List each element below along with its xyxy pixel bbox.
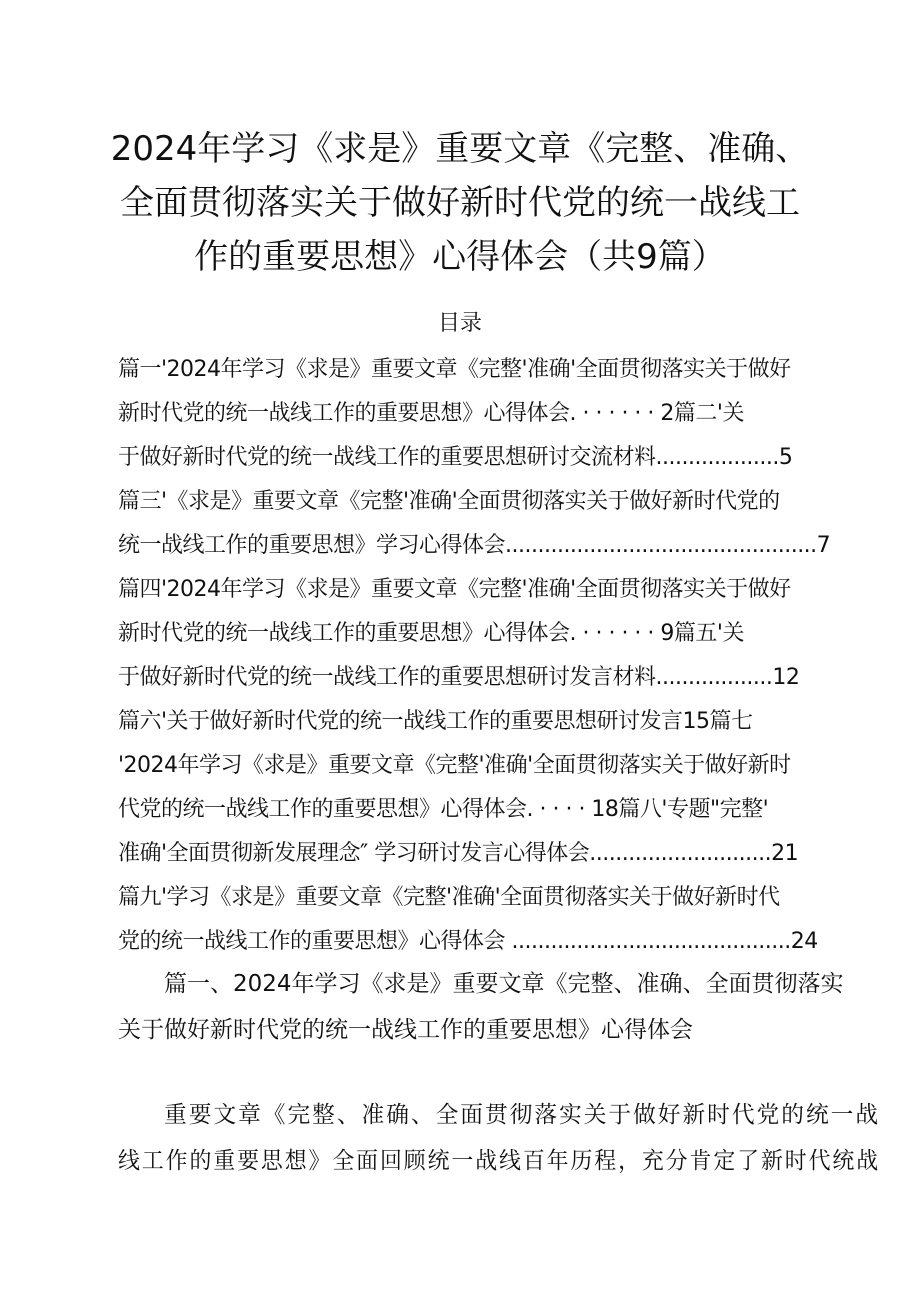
- toc-line: 篇三'《求是》重要文章《完整'准确'全面贯彻落实关于做好新时代党的: [118, 489, 780, 514]
- toc-line: 篇六'关于做好新时代党的统一战线工作的重要思想研讨发言15篇七: [118, 709, 753, 734]
- toc-line: 篇四'2024年学习《求是》重要文章《完整'准确'全面贯彻落实关于做好: [118, 577, 791, 602]
- toc-line: 于做好新时代党的统一战线工作的重要思想研讨交流材料...................5: [118, 445, 793, 470]
- toc-line: 新时代党的统一战线工作的重要思想》心得体会. · · · · · · 2篇二'关: [118, 401, 744, 426]
- toc-line: 统一战线工作的重要思想》学习心得体会................................................7: [118, 533, 831, 558]
- document-title-line-2: 全面贯彻落实关于做好新时代党的统一战线工: [120, 183, 800, 223]
- toc-heading: 目录: [437, 311, 482, 336]
- toc-line: '2024年学习《求是》重要文章《完整'准确'全面贯彻落实关于做好新时: [118, 753, 791, 778]
- toc-line: 篇一'2024年学习《求是》重要文章《完整'准确'全面贯彻落实关于做好: [118, 357, 791, 382]
- section-heading-line-1: 篇一、2024年学习《求是》重要文章《完整、准确、全面贯彻落实: [164, 971, 844, 997]
- document-title-line-3: 作的重要思想》心得体会（共9篇）: [194, 237, 726, 277]
- toc-line: 新时代党的统一战线工作的重要思想》心得体会. · · · · · · 9篇五'关: [118, 621, 744, 646]
- toc-line: 党的统一战线工作的重要思想》心得体会 ...........................................24: [118, 929, 818, 954]
- body-paragraph-line-1: 重要文章《完整、准确、全面贯彻落实关于做好新时代党的统一战: [164, 1102, 881, 1128]
- document-title-line-1: 2024年学习《求是》重要文章《完整、准确、: [110, 129, 810, 169]
- toc-line: 代党的统一战线工作的重要思想》心得体会. · · · · 18篇八'专题"完整': [118, 797, 769, 822]
- toc-line: 准确'全面贯彻新发展理念″ 学习研讨发言心得体会............................21: [118, 841, 799, 866]
- toc-line: 篇九'学习《求是》重要文章《完整'准确'全面贯彻落实关于做好新时代: [118, 885, 780, 910]
- body-paragraph-line-2: 线工作的重要思想》全面回顾统一战线百年历程，充分肯定了新时代统战: [118, 1148, 880, 1174]
- toc-line: 于做好新时代党的统一战线工作的重要思想研讨发言材料..................12: [118, 665, 800, 690]
- section-heading-line-2: 关于做好新时代党的统一战线工作的重要思想》心得体会: [118, 1017, 693, 1043]
